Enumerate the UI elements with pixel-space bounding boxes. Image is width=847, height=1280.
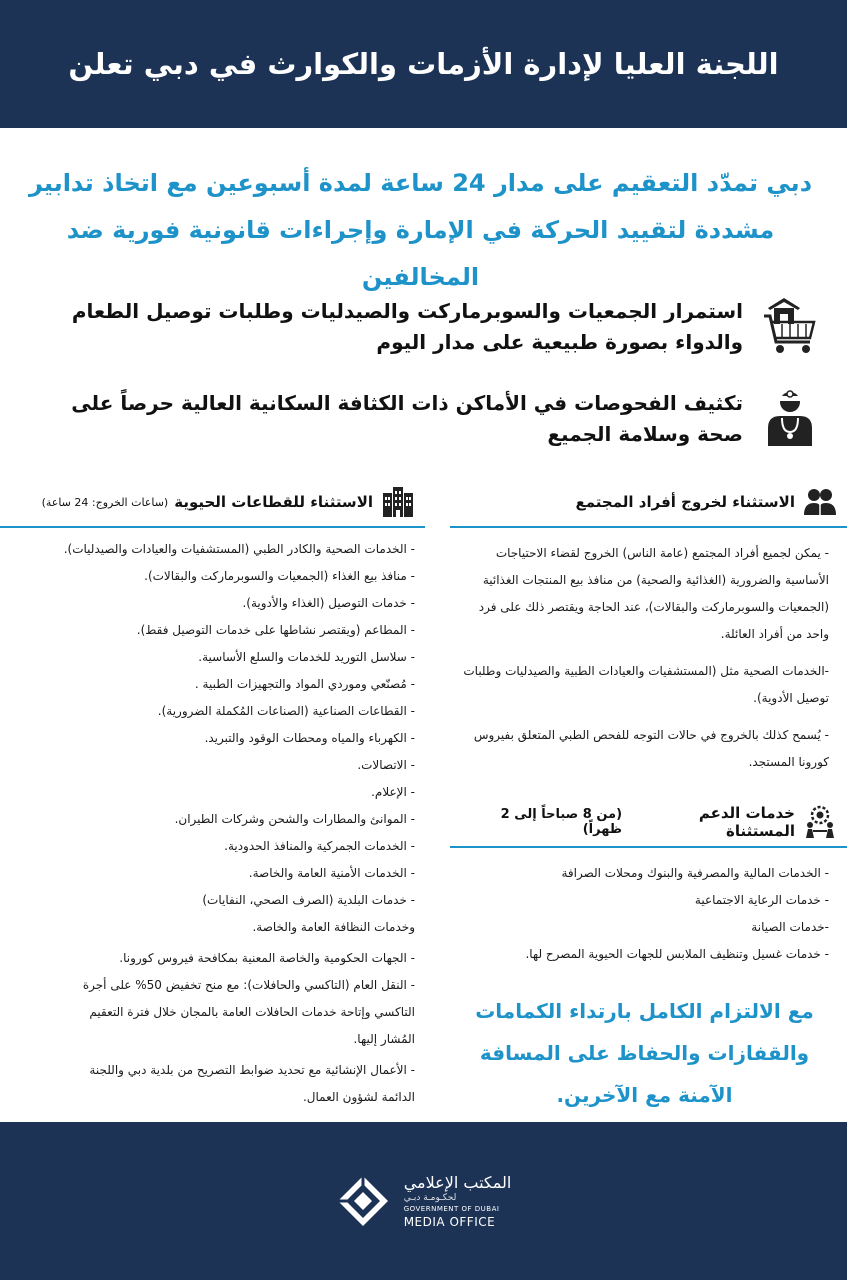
feature-testing-line-2: صحة وسلامة الجميع <box>547 422 743 446</box>
logo-arabic-name: المكتب الإعلامي <box>403 1172 512 1192</box>
list-item: - المطاعم (ويقتصر نشاطها على خدمات التوصيل فقط). <box>136 623 415 637</box>
building-icon <box>381 485 415 519</box>
list-item: - خدمات التوصيل (الغذاء والأدوية). <box>242 596 415 610</box>
list-item: - الخدمات المالية والمصرفية والبنوك ومحلات الصرافة <box>561 866 829 880</box>
subtitle <box>20 160 821 301</box>
list-item: - الخدمات الأمنية العامة والخاصة. <box>248 866 415 880</box>
list-item: - الإعلام. <box>371 785 415 799</box>
list-item: - خدمات غسيل وتنظيف الملابس للجهات الحيوية المصرح لها. <box>525 947 829 961</box>
list-item: - الأعمال الإنشائية مع تحديد ضوابط التصريح من بلدية دبي واللجنة <box>89 1063 415 1077</box>
vital-sectors-list <box>0 528 425 1111</box>
community-exit-title: الاستثناء لخروج أفراد المجتمع <box>575 493 795 511</box>
list-item: - الكهرباء والمياه ومحطات الوقود والتبريد. <box>204 731 415 745</box>
subtitle-line-1: دبي تمدّد التعقيم على مدار 24 ساعة لمدة أسبوعين مع اتخاذ تدابير <box>28 169 813 197</box>
vital-sectors-section <box>0 482 425 1111</box>
community-section <box>450 482 847 1116</box>
vital-sectors-header <box>0 482 425 528</box>
list-item: -الخدمات الصحية مثل (المستشفيات والعيادات الطبية والصيدليات وطلبات توصيل الأدوية). <box>463 664 829 705</box>
list-item: - سلاسل التوريد للخدمات والسلع الأساسية. <box>198 650 415 664</box>
people-icon <box>803 485 837 519</box>
list-item: - الخدمات الجمركية والمنافذ الحدودية. <box>224 839 415 853</box>
list-item: - الموانئ والمطارات والشحن وشركات الطيران. <box>174 812 415 826</box>
list-item: - مُصنّعي وموردي المواد والتجهيزات الطبية . <box>194 677 415 691</box>
list-item: -خدمات الصيانة <box>751 920 829 934</box>
logo-english-name: MEDIA OFFICE <box>403 1214 496 1229</box>
list-item: - الاتصالات. <box>357 758 415 772</box>
logo-english-government: GOVERNMENT OF DUBAI <box>403 1204 500 1213</box>
page-title: اللجنة العليا لإدارة الأزمات والكوارث في دبي تعلن <box>68 47 779 81</box>
list-item: - خدمات الرعاية الاجتماعية <box>694 893 829 907</box>
support-services-note: (من 8 صباحاً إلى 2 ظهراً) <box>500 807 623 837</box>
doctor-icon <box>761 384 819 454</box>
list-item: - منافذ بيع الغذاء (الجمعيات والسوبرماركت والبقالات). <box>144 569 415 583</box>
feature-shops-line-1: استمرار الجمعيات والسوبرماركت والصيدليات وطلبات توصيل الطعام <box>71 299 743 323</box>
list-item: المُشار إليها. <box>353 1032 415 1046</box>
support-services-header <box>450 802 847 848</box>
feature-shops <box>59 292 819 362</box>
list-item: التاكسي وإتاحة خدمات الحافلات العامة بالمجان خلال فترة التعقيم <box>89 1005 415 1019</box>
list-item: - القطاعات الصناعية (الصناعات المُكملة الضرورية). <box>157 704 415 718</box>
support-services-title: خدمات الدعم المستثناة <box>698 804 795 840</box>
closing-message: مع الالتزام الكامل بارتداء الكمامات والقفازات والحفاظ على المسافة الآمنة مع الآخرين. <box>475 999 814 1107</box>
header-banner <box>0 0 847 128</box>
list-item: - النقل العام (التاكسي والحافلات): مع منح تخفيض 50% على أجرة <box>82 978 415 992</box>
media-office-emblem-icon <box>336 1174 390 1228</box>
list-item: وخدمات النظافة العامة والخاصة. <box>252 920 415 934</box>
subtitle-line-2: مشددة لتقييد الحركة في الإمارة وإجراءات قانونية فورية ضد المخالفين <box>66 216 775 291</box>
list-item: - الجهات الحكومية والخاصة المعنية بمكافحة فيروس كورونا. <box>119 951 415 965</box>
list-item: - الخدمات الصحية والكادر الطبي (المستشفيات والعيادات والصيدليات). <box>63 542 415 556</box>
list-item: - يمكن لجميع أفراد المجتمع (عامة الناس) الخروج لقضاء الاحتياجات الأساسية والضرورية (الغذائية والصحية) من منافذ بيع المنتجات الغذائية (الجمعيات والسوبرماركت والبقالات)، عند الحاجة ويقتصر ذلك على فرد واحد من أفراد العائلة. <box>478 546 829 641</box>
vital-sectors-note: (ساعات الخروج: 24 ساعة) <box>41 495 169 509</box>
list-item: - يُسمح كذلك بالخروج في حالات التوجه للفحص الطبي المتعلق بفيروس كورونا المستجد. <box>473 728 829 769</box>
media-office-logo <box>336 1174 512 1229</box>
shopping-cart-icon <box>761 292 819 362</box>
feature-testing <box>59 384 819 454</box>
support-services-list <box>450 848 847 968</box>
community-exit-header <box>450 482 847 528</box>
list-item: الدائمة لشؤون العمال. <box>302 1090 415 1104</box>
footer <box>0 1122 847 1280</box>
vital-sectors-title: الاستثناء للقطاعات الحيوية <box>174 493 373 511</box>
gear-person-icon <box>803 805 837 839</box>
community-exit-list <box>450 528 847 776</box>
feature-testing-line-1: تكثيف الفحوصات في الأماكن ذات الكثافة السكانية العالية حرصاً على <box>71 391 743 415</box>
list-item: - خدمات البلدية (الصرف الصحي، النفايات) <box>202 893 415 907</box>
feature-shops-line-2: والدواء بصورة طبيعية على مدار اليوم <box>376 330 743 354</box>
logo-arabic-subname: لحكـومـة دبـي <box>403 1192 457 1203</box>
